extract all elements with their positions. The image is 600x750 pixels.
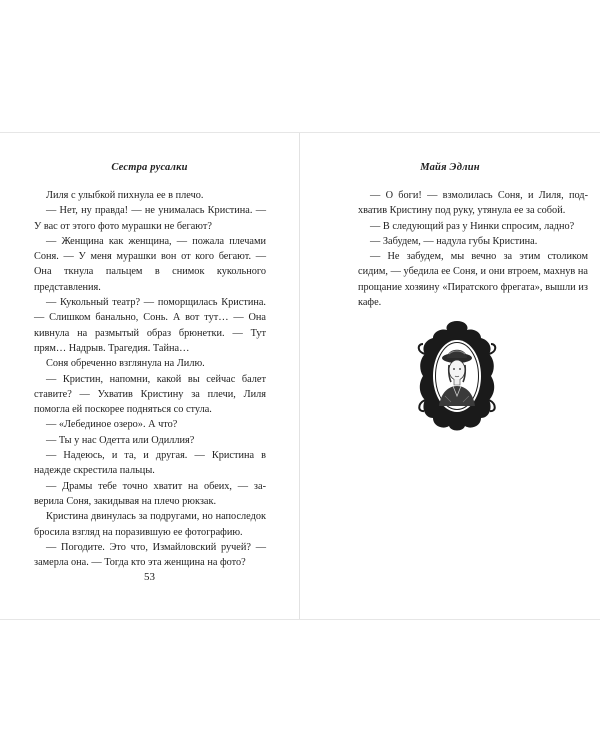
paragraph: — Надеюсь, и та, и другая. — Кристина в надежде скрестила пальцы. [34,450,266,477]
paragraph: — Погодите. Это что, Измайловский ручей? — замерла она. — Тогда кто эта женщина на фото? [34,541,266,569]
paragraph: — Женщина как женщина, — пожала плечами Соня. — У меня мурашки вон от кого бегают. — Она ткнула пальцем в снимок кукольного представления. [34,235,266,293]
paragraph: Лиля с улыбкой пихнула ее в плечо. [46,190,204,201]
paragraph: Кристина двинулась за подругами, но напоследок бросила взгляд на поразившую ее фотографию. [34,511,266,538]
paragraph: — Кристин, напомни, какой вы сейчас балет ставите? — Ухватив Кристину за плечи, Лиля помогла ей поскорее подняться со стула. [34,373,266,416]
paragraph: — Не забудем, мы вечно за этим столиком сидим, — убедила ее Соня, и они втроем, махнув на прощание хозяину «Пиратского фрегата», вышли из кафе. [358,251,588,309]
paragraph: — Драмы тебе точно хватит на обеих, — заверила Соня, закидывая на плечо рюкзак. [34,480,266,507]
book-spread [0,132,600,620]
running-head-right: Майя Эдлин [420,162,480,173]
framed-portrait-icon [415,318,499,436]
paragraph: — Нет, ну правда! — не унималась Кристина. — У вас от этого фото мурашки не бегают? [34,205,266,232]
paragraph: — О боги! — взмолилась Соня, и Лиля, подхватив Кристину под руку, утянула ее за собой. [358,190,588,217]
paragraph: — Забудем, — надула губы Кристина. [370,235,538,247]
paragraph: — Кукольный театр? — поморщилась Кристина. — Слишком банально, Сонь. А вот тут… — Она кивнула на размытый образ брюнетки. — Тут прям… Надрыв. Трагедия. Тайна… [34,297,266,354]
paragraph: — Ты у нас Одетта или Одиллия? [46,434,195,446]
page-number: 53 [144,571,155,583]
right-page-text [358,188,588,310]
left-page [0,133,299,619]
paragraph: Соня обреченно взглянула на Лилю. [46,358,205,370]
paragraph: — «Лебединое озеро». А что? [46,419,178,431]
left-page-text [34,188,266,570]
right-page [300,133,600,619]
paragraph: — В следующий раз у Нинки спросим, ладно? [370,220,575,232]
running-head-left: Сестра русалки [111,162,188,173]
